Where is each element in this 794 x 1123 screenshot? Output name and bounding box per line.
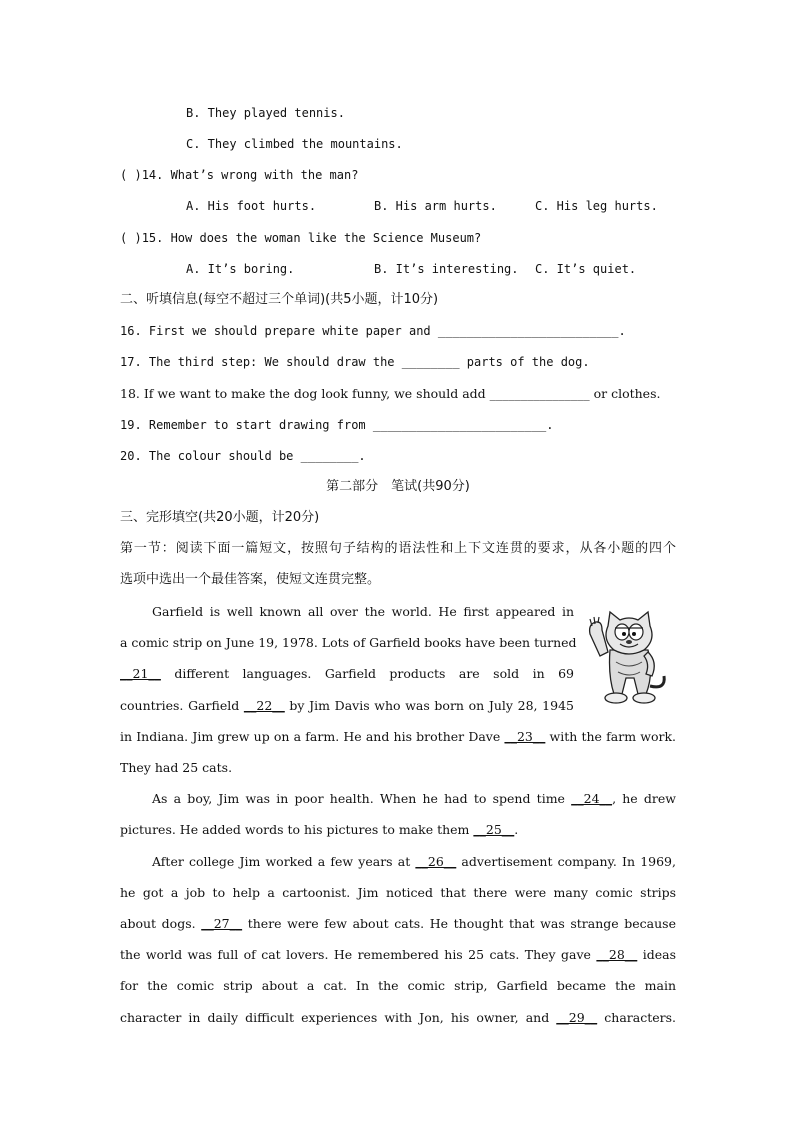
section3-instruction: 第一节：阅读下面一篇短文，按照句子结构的语法性和上下文连贯的要求，从各小题的四个 <box>120 541 676 556</box>
q13-option-c: C. They climbed the mountains. <box>186 137 403 151</box>
passage-line-3 <box>120 666 574 682</box>
passage-text: After college Jim worked a few years at <box>152 854 416 869</box>
item-text: 17. The third step: We should draw the <box>120 355 402 369</box>
answer-paren: ( ) <box>120 231 142 245</box>
section3-instruction-cont: 选项中选出一个最佳答案，使短文连贯完整。 <box>120 572 381 587</box>
answer-blank: ________________ <box>489 386 590 401</box>
passage-text: ideas <box>637 947 676 962</box>
passage-line-5 <box>120 729 676 745</box>
answer-blank: ________ <box>300 449 359 463</box>
item-16 <box>120 323 676 339</box>
passage-text: As a boy, Jim was in poor health. When he had to spend time <box>152 791 572 806</box>
passage-line-14 <box>120 1010 676 1026</box>
item-19 <box>120 417 676 433</box>
passage-text: different languages. Garfield products are sold in 69 <box>160 666 574 681</box>
answer-paren: ( ) <box>120 168 142 182</box>
passage-line-8 <box>120 822 676 838</box>
blank-27: __27__ <box>201 916 243 931</box>
answer-blank: ________ <box>401 355 460 369</box>
question-14 <box>120 167 676 183</box>
blank-25: __25__ <box>473 822 515 837</box>
garfield-illustration <box>584 606 674 718</box>
passage-text: the world was full of cat lovers. He remembered his 25 cats. They gave <box>120 947 597 962</box>
passage-text: countries. Garfield <box>120 698 244 713</box>
passage-text: pictures. He added words to his pictures to make them <box>120 822 474 837</box>
item-text-end: or clothes. <box>589 386 661 401</box>
passage-line-7 <box>120 791 676 807</box>
passage-line-4 <box>120 698 574 714</box>
passage-line-12 <box>120 947 676 963</box>
q15-option-a: A. It’s boring. <box>186 262 295 276</box>
section2-title: 二、听填信息(每空不超过三个单词)(共5小题，计10分) <box>120 292 439 307</box>
question-stem: 14. What’s wrong with the man? <box>141 168 359 182</box>
item-text-end: . <box>358 449 366 463</box>
passage-text: advertisement company. In 1969, <box>456 854 676 869</box>
blank-29: __29__ <box>556 1010 598 1025</box>
q15-option-b: B. It’s interesting. <box>374 262 519 276</box>
passage-line-1: Garfield is well known all over the world. He first appeared in <box>152 604 574 619</box>
part2-title: 第二部分 笔试(共90分) <box>326 479 470 494</box>
passage-text: about dogs. <box>120 916 202 931</box>
item-18 <box>120 386 676 402</box>
item-text: 19. Remember to start drawing from <box>120 418 373 432</box>
item-17 <box>120 354 676 370</box>
answer-blank: _________________________ <box>437 324 619 338</box>
q14-option-c: C. His leg hurts. <box>535 199 658 213</box>
blank-24: __24__ <box>571 791 613 806</box>
passage-text: characters. <box>597 1010 676 1025</box>
item-text-end: . <box>618 324 626 338</box>
q14-option-b: B. His arm hurts. <box>374 199 497 213</box>
passage-text: character in daily difficult experiences with Jon, his owner, and <box>120 1010 557 1025</box>
blank-21: __21__ <box>120 666 161 681</box>
blank-26: __26__ <box>415 854 457 869</box>
item-text: 18. If we want to make the dog look funny, we should add <box>120 386 490 401</box>
blank-23: __23__ <box>504 729 546 744</box>
passage-text: in Indiana. Jim grew up on a farm. He and his brother Dave <box>120 729 505 744</box>
item-20 <box>120 448 676 464</box>
q14-options <box>186 198 742 214</box>
passage-line-11 <box>120 916 676 932</box>
q15-options <box>186 261 742 277</box>
passage-line-10: he got a job to help a cartoonist. Jim noticed that there were many comic strips <box>120 885 676 900</box>
item-text: 20. The colour should be <box>120 449 301 463</box>
q15-option-c: C. It’s quiet. <box>535 262 637 276</box>
passage-text: with the farm work. <box>545 729 676 744</box>
passage-line-2: a comic strip on June 19, 1978. Lots of Garfield books have been turned <box>120 635 577 650</box>
passage-text: there were few about cats. He thought that was strange because <box>242 916 676 931</box>
q13-option-b: B. They played tennis. <box>186 106 345 120</box>
question-15 <box>120 230 676 246</box>
question-stem: 15. How does the woman like the Science Museum? <box>141 231 482 245</box>
passage-text: , he drew <box>612 791 676 806</box>
answer-blank: ________________________ <box>372 418 547 432</box>
passage-line-13: for the comic strip about a cat. In the comic strip, Garfield became the main <box>120 978 676 993</box>
item-text-end: parts of the dog. <box>459 355 590 369</box>
passage-line-9 <box>120 854 676 870</box>
passage-text: . <box>514 822 519 837</box>
section3-title: 三、完形填空(共20小题，计20分) <box>120 510 320 525</box>
passage-text: by Jim Davis who was born on July 28, 1945 <box>284 698 574 713</box>
item-text: 16. First we should prepare white paper and <box>120 324 438 338</box>
blank-28: __28__ <box>596 947 638 962</box>
q14-option-a: A. His foot hurts. <box>186 199 317 213</box>
item-text-end: . <box>546 418 554 432</box>
blank-22: __22__ <box>243 698 285 713</box>
passage-line-6: They had 25 cats. <box>120 760 233 775</box>
